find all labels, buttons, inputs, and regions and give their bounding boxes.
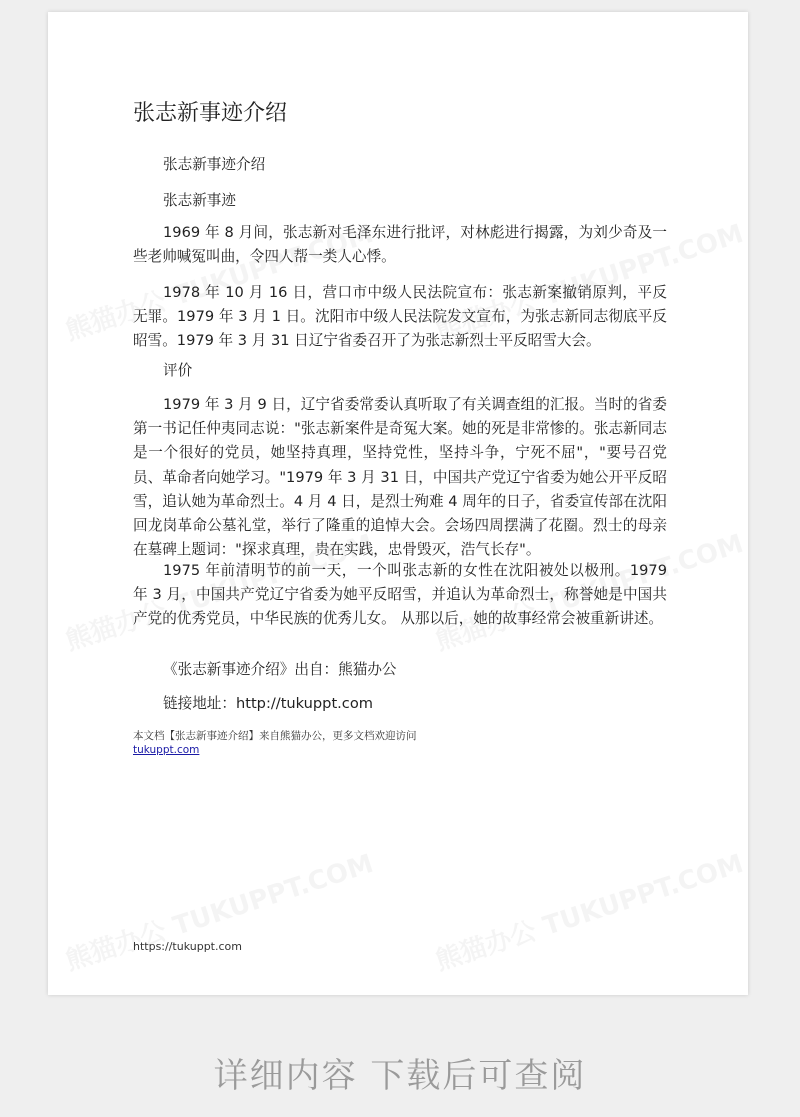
paragraph: 1978 年 10 月 16 日，营口市中级人民法院宣布：张志新案撤销原判，平反无罪。1979 年 3 月 1 日。沈阳市中级人民法院发文宣布，为张志新同志彻底平反昭雪。1979 年 3 月 31 日辽宁省委召开了为张志新烈士平反昭雪大会。	[133, 284, 667, 350]
document-page	[48, 12, 748, 995]
link-line	[163, 692, 373, 713]
paragraph: 1975 年前清明节的前一天，一个叫张志新的女性在沈阳被处以极刑。1979 年 3 月，中国共产党辽宁省委为她平反昭雪，并追认为革命烈士，称誉她是中国共产党的优秀党员，中华民族的优秀儿女。 从那以后，她的故事经常会被重新讲述。	[133, 562, 667, 628]
footer-link[interactable]: tukuppt.com	[133, 744, 200, 756]
section-heading: 评价	[163, 362, 193, 379]
section-heading: 张志新事迹	[163, 192, 236, 209]
download-banner[interactable]: 详细内容 下载后可查阅	[213, 1056, 587, 1096]
footer-note: 本文档【张志新事迹介绍】来自熊猫办公，更多文档欢迎访问	[133, 730, 417, 742]
watermark	[430, 843, 747, 978]
link-label: 链接地址：	[163, 695, 236, 712]
paragraph: 1979 年 3 月 9 日，辽宁省委常委认真听取了有关调查组的汇报。当时的省委第一书记任仲夷同志说："张志新案件是奇冤大案。她的死是非常惨的。张志新同志是一个很好的党员，她坚持真理，坚持党性，坚持斗争，宁死不屈"，"要号召党员、革命者向她学习。"1979 年 3 月 31 日，中国共产党辽宁省委为她公开平反昭雪，追认她为革命烈士。4 月 4 日，是烈士殉难 4 周年的日子，省委宣传部在沈阳回龙岗革命公墓礼堂，举行了隆重的追悼大会。会场四周摆满了花圈。烈士的母亲在墓碑上题词："探求真理，贵在实践，忠骨毁灭，浩气长存"。	[133, 396, 667, 559]
source-line: 《张志新事迹介绍》出自：熊猫办公	[163, 661, 397, 678]
subtitle: 张志新事迹介绍	[163, 156, 266, 173]
watermark	[60, 843, 377, 978]
link-url[interactable]: http://tukuppt.com	[235, 695, 373, 712]
paragraph: 1969 年 8 月间，张志新对毛泽东进行批评，对林彪进行揭露，为刘少奇及一些老帅喊冤叫曲，令四人帮一类人心悸。	[133, 224, 667, 266]
document-title: 张志新事迹介绍	[133, 101, 288, 126]
page-footer-url: https://tukuppt.com	[133, 940, 242, 953]
